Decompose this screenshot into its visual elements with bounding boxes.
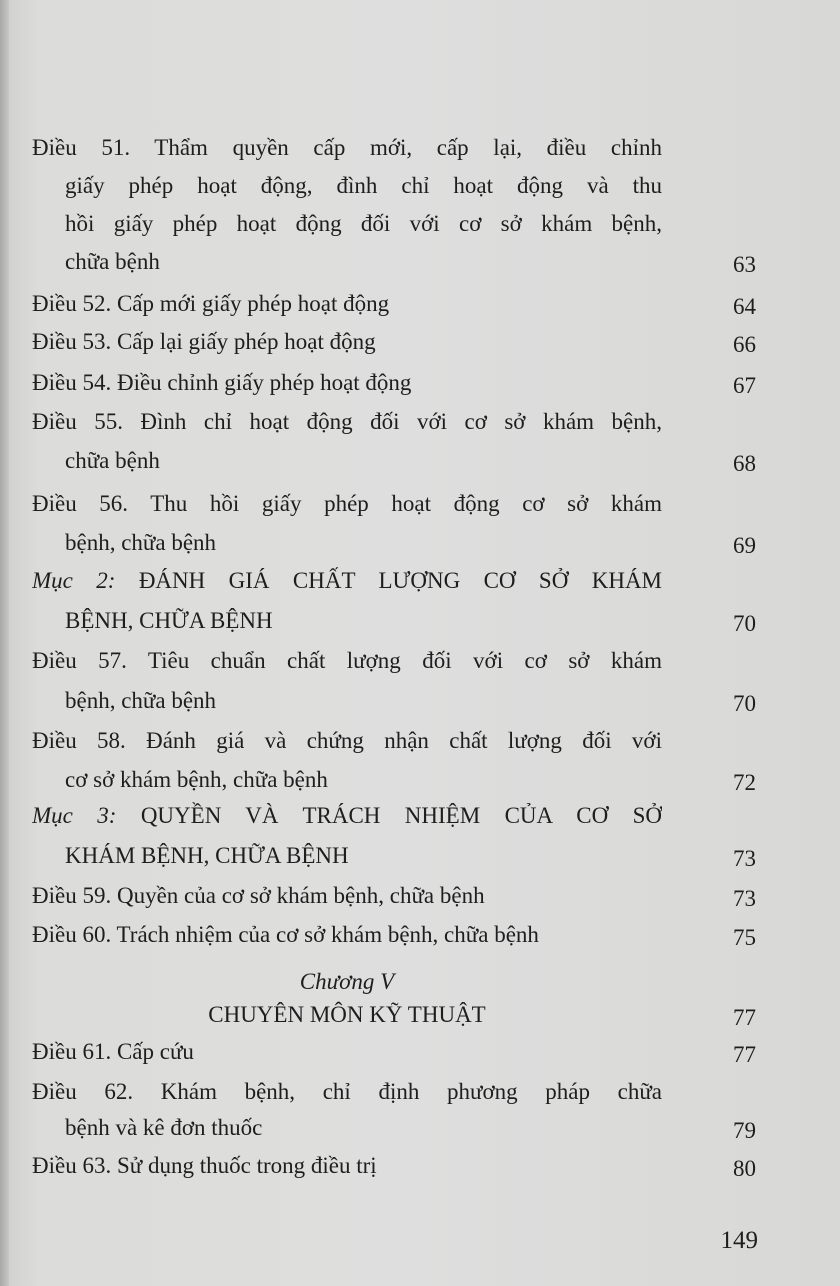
toc-entry-line <box>65 247 160 277</box>
toc-page-number: 70 <box>733 611 756 636</box>
toc-entry-text: Điều 51. Thẩm quyền cấp mới, cấp lại, điều chỉnh <box>32 135 662 160</box>
toc-page-number: 69 <box>733 533 756 558</box>
toc-entry-text: bệnh, chữa bệnh <box>65 530 217 555</box>
toc-entry-line <box>32 368 411 398</box>
toc-entry-text: Điều 62. Khám bệnh, chỉ định phương pháp chữa <box>32 1079 662 1104</box>
toc-entry-line <box>32 489 662 519</box>
toc-entry-text: Điều 61. Cấp cứu <box>32 1039 194 1064</box>
toc-entry-text: Điều 53. Cấp lại giấy phép hoạt động <box>32 329 376 354</box>
toc-page-number: 66 <box>733 332 756 357</box>
toc-page-number: 73 <box>733 886 756 911</box>
toc-page-number: 70 <box>733 691 756 716</box>
toc-entry-line <box>32 327 376 357</box>
toc-entry-line <box>65 171 662 201</box>
toc-page-number: 75 <box>733 925 756 950</box>
toc-page-number: 73 <box>733 846 756 871</box>
toc-entry-text: Điều 63. Sử dụng thuốc trong điều trị <box>32 1153 377 1178</box>
toc-entry-text: BỆNH, CHỮA BỆNH <box>65 608 273 633</box>
toc-entry-text: Điều 55. Đình chỉ hoạt động đối với cơ sở khám bệnh, <box>32 409 662 434</box>
toc-page-number: 68 <box>733 451 756 476</box>
toc-entry-text: ĐÁNH GIÁ CHẤT LƯỢNG CƠ SỞ KHÁM <box>138 568 662 593</box>
toc-entry-line <box>65 765 328 795</box>
toc-entry-text: bệnh và kê đơn thuốc <box>65 1115 263 1140</box>
toc-entry-line <box>32 646 662 676</box>
toc-entry-line <box>65 841 349 871</box>
toc-entry-line <box>32 407 662 437</box>
toc-entry-text: Điều 60. Trách nhiệm của cơ sở khám bệnh, chữa bệnh <box>32 922 539 947</box>
toc-entry-text: Điều 59. Quyền của cơ sở khám bệnh, chữa bệnh <box>32 883 485 908</box>
toc-entry-line <box>32 289 389 319</box>
toc-entry-text: chữa bệnh <box>65 448 160 473</box>
toc-entry-text: Điều 56. Thu hồi giấy phép hoạt động cơ sở khám <box>32 491 662 516</box>
toc-entry-line <box>65 446 160 476</box>
toc-entry-line <box>32 1077 662 1107</box>
toc-entry-line <box>32 1151 377 1181</box>
toc-entry-line <box>32 133 662 163</box>
toc-entry-line <box>65 1113 262 1143</box>
toc-entry-text: bệnh, chữa bệnh <box>65 688 217 713</box>
toc-entry-line <box>32 920 539 950</box>
toc-entry-text: Điều 57. Tiêu chuẩn chất lượng đối với cơ sở khám <box>32 648 662 673</box>
toc-page-number: 64 <box>733 294 756 319</box>
toc-entry-text: QUYỀN VÀ TRÁCH NHIỆM CỦA CƠ SỞ <box>140 803 662 828</box>
toc-entry-line <box>32 726 662 756</box>
chapter-label: Chương V <box>299 969 395 994</box>
toc-page-number: 67 <box>733 373 756 398</box>
toc-page-number: 77 <box>733 1042 756 1067</box>
toc-entry-text: chữa bệnh <box>65 249 160 274</box>
toc-entry-line <box>32 566 662 596</box>
toc-page-number: 77 <box>733 1005 756 1030</box>
toc-entry-text: giấy phép hoạt động, đình chỉ hoạt động và thu <box>65 173 662 198</box>
page-binding-edge <box>0 0 9 1286</box>
toc-page-number: 79 <box>733 1118 756 1143</box>
toc-entry-line <box>65 209 662 239</box>
toc-entry-text: Điều 54. Điều chỉnh giấy phép hoạt động <box>32 370 412 395</box>
toc-entry-line <box>65 528 216 558</box>
toc-entry-line <box>65 606 273 636</box>
toc-entry-line <box>32 801 662 831</box>
toc-entry-text: cơ sở khám bệnh, chữa bệnh <box>65 767 328 792</box>
page-number: 149 <box>720 1227 758 1254</box>
section-label: Mục 2: <box>32 568 116 593</box>
chapter-title: CHUYÊN MÔN KỸ THUẬT <box>208 1002 486 1027</box>
toc-page-number: 80 <box>733 1156 756 1181</box>
toc-page-number: 63 <box>733 252 756 277</box>
toc-entry-line <box>32 881 485 911</box>
toc-page-number: 72 <box>733 770 756 795</box>
section-label: Mục 3: <box>32 803 117 828</box>
toc-entry-text: hồi giấy phép hoạt động đối với cơ sở khám bệnh, <box>65 211 662 236</box>
toc-entry-text: Điều 52. Cấp mới giấy phép hoạt động <box>32 291 390 316</box>
toc-entry-line <box>32 1037 194 1067</box>
toc-entry-text: Điều 58. Đánh giá và chứng nhận chất lượng đối với <box>32 728 662 753</box>
toc-entry-text: KHÁM BỆNH, CHỮA BỆNH <box>65 843 349 868</box>
toc-entry-line <box>65 686 216 716</box>
